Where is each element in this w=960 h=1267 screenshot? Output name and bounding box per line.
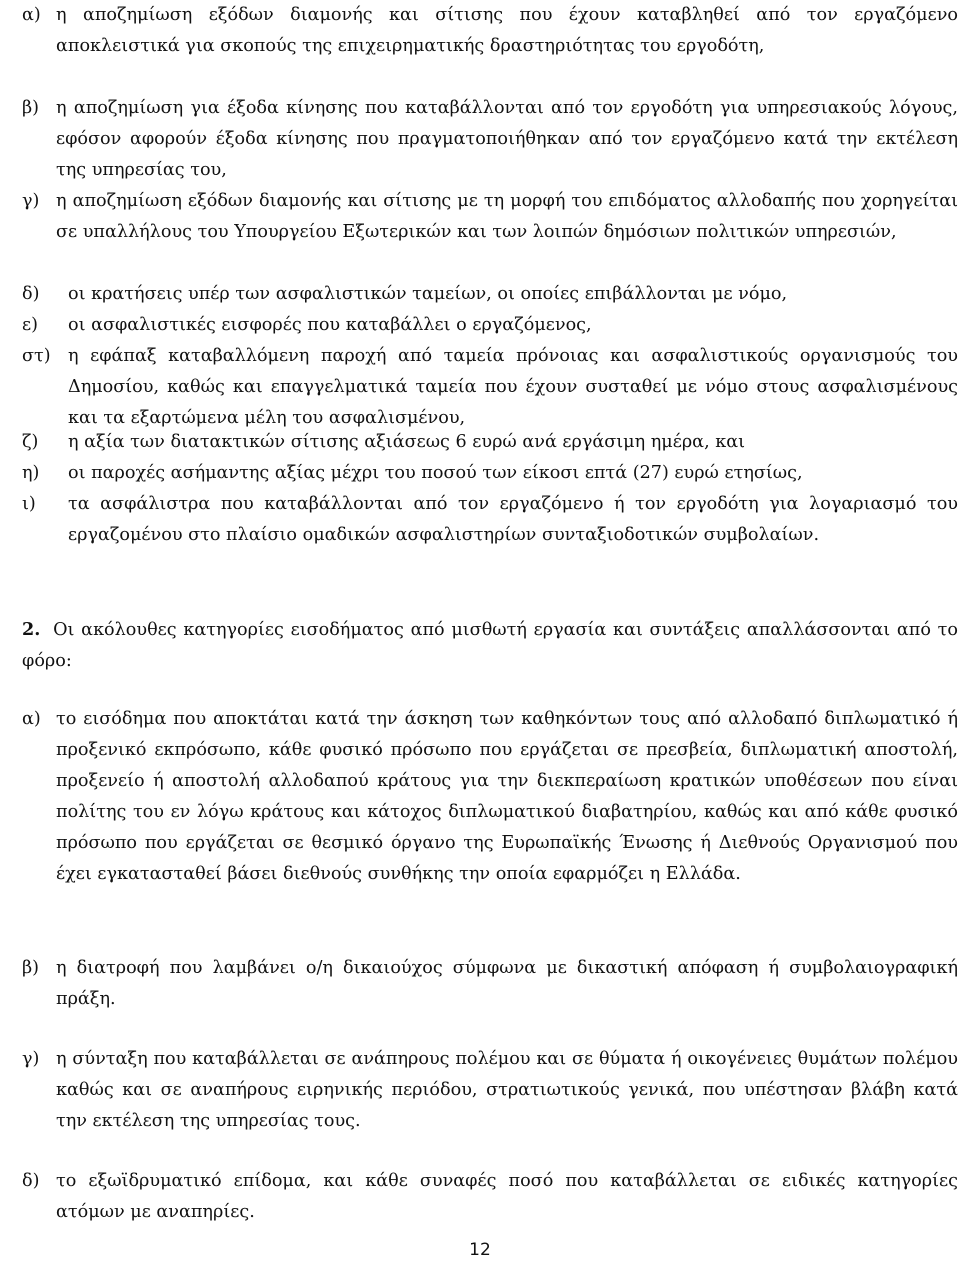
exempt-item-a bbox=[22, 704, 958, 890]
exempt-item-b bbox=[22, 953, 958, 1015]
item-marker: δ) bbox=[22, 1171, 40, 1191]
section-number: 2. bbox=[22, 619, 41, 640]
list-item-a bbox=[22, 0, 958, 62]
item-text: η αποζημίωση εξόδων διαμονής και σίτισης με τη μορφή του επιδόματος αλλοδαπής που χορηγείται σε υπαλλήλους του Υπουργείου Εξωτερικών και των λοιπών δημόσιων πολιτικών υπηρεσιών, bbox=[56, 191, 958, 242]
exempt-item-c bbox=[22, 1044, 958, 1137]
item-text: το εξωϊδρυματικό επίδομα, και κάθε συναφές ποσό που καταβάλλεται σε ειδικές κατηγορίες ατόμων με αναπηρίες. bbox=[56, 1171, 958, 1222]
section-2-intro bbox=[22, 614, 958, 677]
list-item-h bbox=[22, 458, 958, 489]
item-marker: α) bbox=[22, 709, 41, 729]
item-marker: ι) bbox=[22, 494, 36, 514]
item-marker: γ) bbox=[22, 1049, 40, 1069]
item-marker: ε) bbox=[22, 315, 38, 335]
item-marker: γ) bbox=[22, 191, 40, 211]
item-text: η αξία των διατακτικών σίτισης αξιάσεως 6 ευρώ ανά εργάσιμη ημέρα, και bbox=[68, 432, 746, 452]
exempt-item-d bbox=[22, 1166, 958, 1228]
item-marker: α) bbox=[22, 5, 41, 25]
list-item-i bbox=[22, 489, 958, 551]
list-item-d bbox=[22, 279, 958, 310]
list-item-z bbox=[22, 427, 958, 458]
item-marker: η) bbox=[22, 463, 40, 483]
item-marker: ζ) bbox=[22, 432, 39, 452]
item-marker: δ) bbox=[22, 284, 40, 304]
item-text: η αποζημίωση για έξοδα κίνησης που καταβάλλονται από τον εργοδότη για υπηρεσιακούς λόγους, εφόσον αφορούν έξοδα κίνησης που πραγματοποιήθηκαν από τον εργαζόμενο κατά την εκτέλεση της υπηρεσίας του, bbox=[56, 98, 958, 180]
item-text: η αποζημίωση εξόδων διαμονής και σίτισης που έχουν καταβληθεί από τον εργαζόμενο αποκλειστικά για σκοπούς της επιχειρηματικής δραστηριότητας του εργοδότη, bbox=[56, 5, 958, 56]
item-text: η διατροφή που λαμβάνει ο/η δικαιούχος σύμφωνα με δικαστική απόφαση ή συμβολαιογραφική πράξη. bbox=[56, 958, 958, 1009]
item-text: οι κρατήσεις υπέρ των ασφαλιστικών ταμείων, οι οποίες επιβάλλονται με νόμο, bbox=[68, 284, 788, 304]
item-text: το εισόδημα που αποκτάται κατά την άσκηση των καθηκόντων τους από αλλοδαπό διπλωματικό ή προξενικό εκπρόσωπο, κάθε φυσικό πρόσωπο που εργάζεται σε πρεσβεία, διπλωματική αποστολή, προξενείο ή αποστολή αλλοδαπού κράτους για την διεκπεραίωση κρατικών υποθέσεων που είναι πολίτης του εν λόγω κράτους και κάτοχος διπλωματικού διαβατηρίου, καθώς και από κάθε φυσικό πρόσωπο που εργάζεται σε θεσμικό όργανο της Ευρωπαϊκής Ένωσης ή Διεθνούς Οργανισμού που έχει εγκατασταθεί βάσει διεθνούς συνθήκης την οποία εφαρμόζει η Ελλάδα. bbox=[56, 709, 958, 884]
section-intro-text: Οι ακόλουθες κατηγορίες εισοδήματος από μισθωτή εργασία και συντάξεις απαλλάσσονται από το φόρο: bbox=[22, 620, 959, 671]
item-text: τα ασφάλιστρα που καταβάλλονται από τον εργαζόμενο ή τον εργοδότη για λογαριασμό του εργαζομένου στο πλαίσιο ομαδικών ασφαλιστηρίων συνταξιοδοτικών συμβολαίων. bbox=[68, 494, 958, 545]
item-marker: στ) bbox=[22, 346, 51, 366]
item-text: η εφάπαξ καταβαλλόμενη παροχή από ταμεία πρόνοιας και ασφαλιστικούς οργανισμούς του Δημοσίου, καθώς και επαγγελματικά ταμεία που έχουν συσταθεί με νόμο στους ασφαλισμένους και τα εξαρτώμενα μέλη του ασφαλισμένου, bbox=[68, 346, 958, 428]
item-marker: β) bbox=[22, 98, 40, 118]
list-item-e bbox=[22, 310, 958, 341]
page-number: 12 bbox=[469, 1240, 491, 1260]
list-item-b bbox=[22, 93, 958, 186]
list-item-st bbox=[22, 341, 958, 434]
list-item-c bbox=[22, 186, 958, 248]
item-text: οι ασφαλιστικές εισφορές που καταβάλλει ο εργαζόμενος, bbox=[68, 315, 592, 335]
item-text: οι παροχές ασήμαντης αξίας μέχρι του ποσού των είκοσι επτά (27) ευρώ ετησίως, bbox=[68, 463, 803, 483]
item-marker: β) bbox=[22, 958, 40, 978]
item-text: η σύνταξη που καταβάλλεται σε ανάπηρους πολέμου και σε θύματα ή οικογένειες θυμάτων πολέμου καθώς και σε αναπήρους ειρηνικής περιόδου, στρατιωτικούς γενικά, που υπέστησαν βλάβη κατά την εκτέλεση της υπηρεσίας τους. bbox=[56, 1049, 958, 1131]
